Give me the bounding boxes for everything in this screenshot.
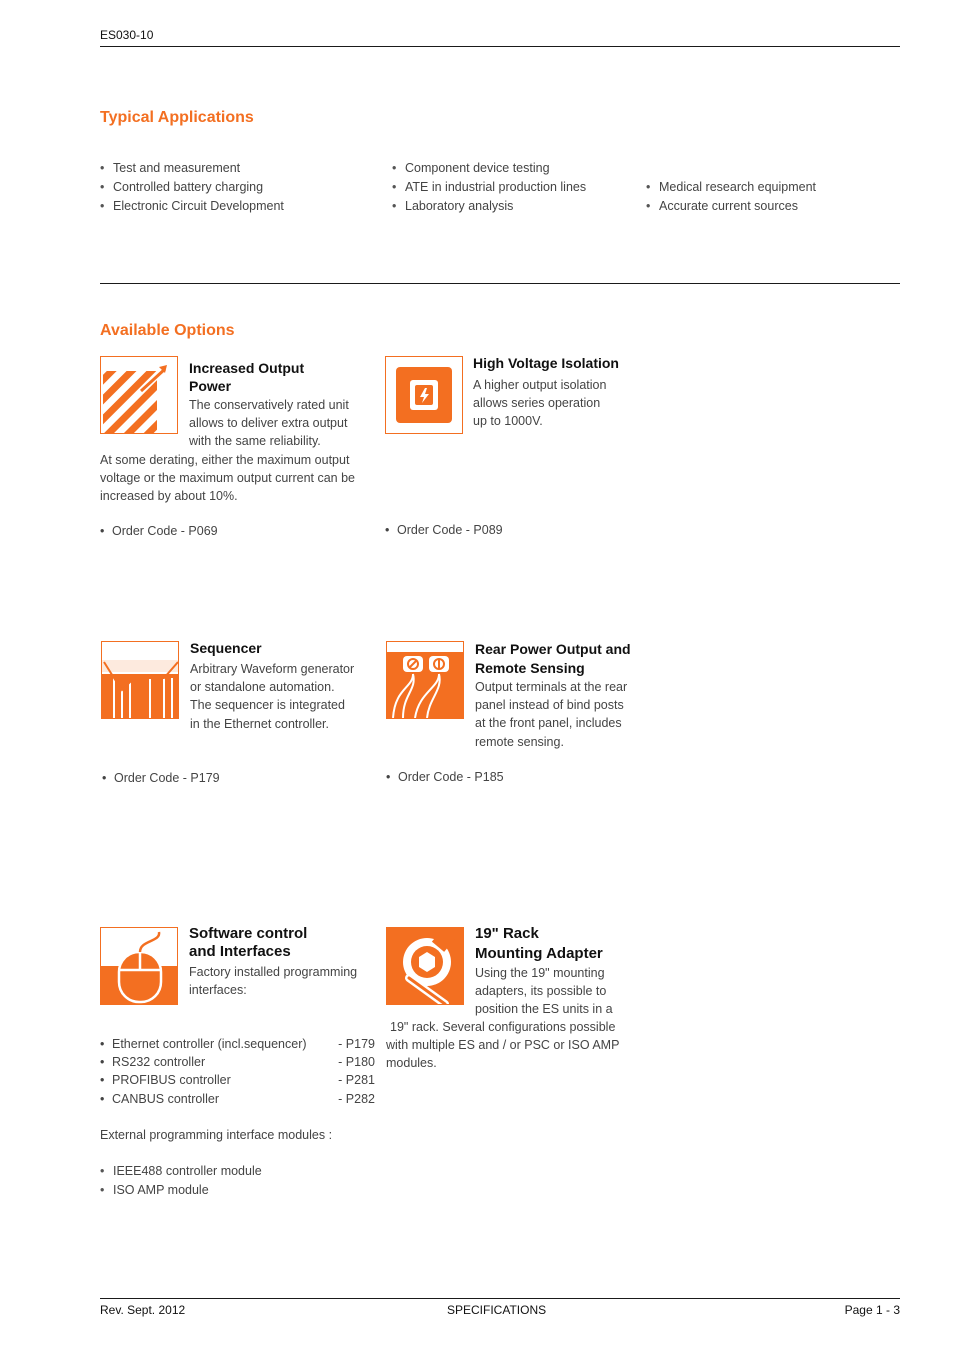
text-line: in the Ethernet controller. bbox=[190, 716, 329, 731]
controller-code: - P179 bbox=[338, 1037, 375, 1051]
title-line: Increased Output bbox=[189, 360, 305, 376]
footer-revision: Rev. Sept. 2012 bbox=[100, 1303, 186, 1317]
increased-power-extra-text bbox=[100, 451, 355, 506]
text-line: modules. bbox=[386, 1056, 437, 1071]
external-modules-list bbox=[100, 1162, 262, 1200]
applications-col-2 bbox=[392, 159, 586, 216]
text-line: or standalone automation. bbox=[190, 680, 335, 695]
rack-title bbox=[475, 924, 603, 964]
text-line: panel instead of bind posts bbox=[475, 698, 624, 713]
footer-rule bbox=[100, 1298, 900, 1299]
applications-col-1 bbox=[100, 159, 284, 216]
title-line: 19" Rack bbox=[475, 925, 539, 942]
available-options-title: Available Options bbox=[100, 322, 235, 339]
text-line: interfaces: bbox=[189, 983, 247, 998]
increased-power-order-code: • Order Code - P069 bbox=[100, 524, 218, 538]
controller-code: - P281 bbox=[338, 1073, 375, 1088]
controller-list bbox=[100, 1035, 375, 1108]
text-line: with the same reliability. bbox=[189, 434, 321, 449]
header-rule bbox=[100, 46, 900, 47]
text-line: with multiple ES and / or PSC or ISO AMP bbox=[386, 1038, 620, 1053]
text-line: position the ES units in a bbox=[475, 1002, 613, 1017]
list-item bbox=[100, 1090, 375, 1108]
list-item: • Medical research equipment bbox=[646, 178, 816, 197]
high-voltage-icon bbox=[385, 356, 463, 434]
sequencer-order-code: • Order Code - P179 bbox=[102, 771, 220, 785]
text-line: Factory installed programming bbox=[189, 965, 358, 979]
controller-code: - P282 bbox=[338, 1091, 375, 1106]
increased-power-text bbox=[189, 396, 349, 451]
controller-name: • PROFIBUS controller bbox=[100, 1071, 231, 1089]
hv-isolation-title: High Voltage Isolation bbox=[473, 355, 619, 371]
text-line: increased by about 10%. bbox=[100, 489, 238, 504]
text-line: Arbitrary Waveform generator bbox=[190, 662, 355, 676]
list-item: • Controlled battery charging bbox=[100, 178, 284, 197]
sequencer-title: Sequencer bbox=[190, 640, 262, 656]
footer-center-label: SPECIFICATIONS bbox=[447, 1303, 547, 1317]
list-item: • Accurate current sources bbox=[646, 197, 816, 216]
rack-extra-text bbox=[386, 1018, 619, 1073]
controller-name: • Ethernet controller (incl.sequencer) bbox=[100, 1035, 307, 1053]
text-line: allows series operation bbox=[473, 396, 601, 411]
applications-col-3 bbox=[646, 178, 816, 216]
text-line: The sequencer is integrated bbox=[190, 698, 345, 713]
list-item: • Electronic Circuit Development bbox=[100, 197, 284, 216]
increased-power-icon bbox=[100, 356, 178, 434]
text-line: 19" rack. Several configurations possible bbox=[390, 1020, 616, 1034]
increased-power-title bbox=[189, 359, 304, 395]
rack-text bbox=[475, 964, 613, 1019]
list-item: • IEEE488 controller module bbox=[100, 1162, 262, 1181]
rear-power-icon bbox=[386, 641, 464, 719]
title-line: Rear Power Output and bbox=[475, 641, 631, 657]
text-line: voltage or the maximum output current can be bbox=[100, 471, 355, 486]
title-line: Power bbox=[189, 378, 232, 394]
list-item: • Component device testing bbox=[392, 159, 586, 178]
text-line: remote sensing. bbox=[475, 734, 564, 749]
rear-power-title bbox=[475, 640, 631, 677]
rear-power-text bbox=[475, 678, 627, 751]
software-text bbox=[189, 963, 357, 999]
text-line: A higher output isolation bbox=[473, 378, 607, 392]
rear-power-order-code: • Order Code - P185 bbox=[386, 770, 504, 784]
document-id: ES030-10 bbox=[100, 28, 154, 42]
external-modules-label: External programming interface modules : bbox=[100, 1128, 333, 1142]
section-rule bbox=[100, 283, 900, 284]
typical-applications-title: Typical Applications bbox=[100, 109, 254, 126]
list-item bbox=[100, 1071, 375, 1089]
mouse-icon bbox=[100, 927, 178, 1005]
title-line: Remote Sensing bbox=[475, 660, 585, 676]
text-line: At some derating, either the maximum output bbox=[100, 453, 350, 467]
text-line: adapters, its possible to bbox=[475, 984, 607, 999]
text-line: allows to deliver extra output bbox=[189, 416, 348, 431]
software-title bbox=[189, 925, 307, 961]
title-line: Mounting Adapter bbox=[475, 945, 603, 962]
text-line: Output terminals at the rear bbox=[475, 680, 628, 694]
hv-isolation-order-code: • Order Code - P089 bbox=[385, 523, 503, 537]
title-line: and Interfaces bbox=[189, 943, 291, 960]
title-line: Software control bbox=[189, 925, 308, 942]
controller-name: • RS232 controller bbox=[100, 1053, 205, 1071]
sequencer-icon bbox=[101, 641, 179, 719]
controller-name: • CANBUS controller bbox=[100, 1090, 219, 1108]
list-item: • Test and measurement bbox=[100, 159, 284, 178]
hv-isolation-text bbox=[473, 376, 606, 431]
text-line: Using the 19" mounting bbox=[475, 966, 605, 980]
footer-page-number: Page 1 - 3 bbox=[844, 1303, 900, 1317]
text-line: at the front panel, includes bbox=[475, 716, 622, 731]
list-item bbox=[100, 1035, 375, 1053]
list-item: • ISO AMP module bbox=[100, 1181, 262, 1200]
wrench-icon bbox=[386, 927, 464, 1005]
list-item: • ATE in industrial production lines bbox=[392, 178, 586, 197]
list-item bbox=[100, 1053, 375, 1071]
list-item: • Laboratory analysis bbox=[392, 197, 586, 216]
sequencer-text bbox=[190, 660, 354, 733]
controller-code: - P180 bbox=[338, 1055, 375, 1070]
text-line: The conservatively rated unit bbox=[189, 398, 349, 412]
text-line: up to 1000V. bbox=[473, 414, 543, 429]
